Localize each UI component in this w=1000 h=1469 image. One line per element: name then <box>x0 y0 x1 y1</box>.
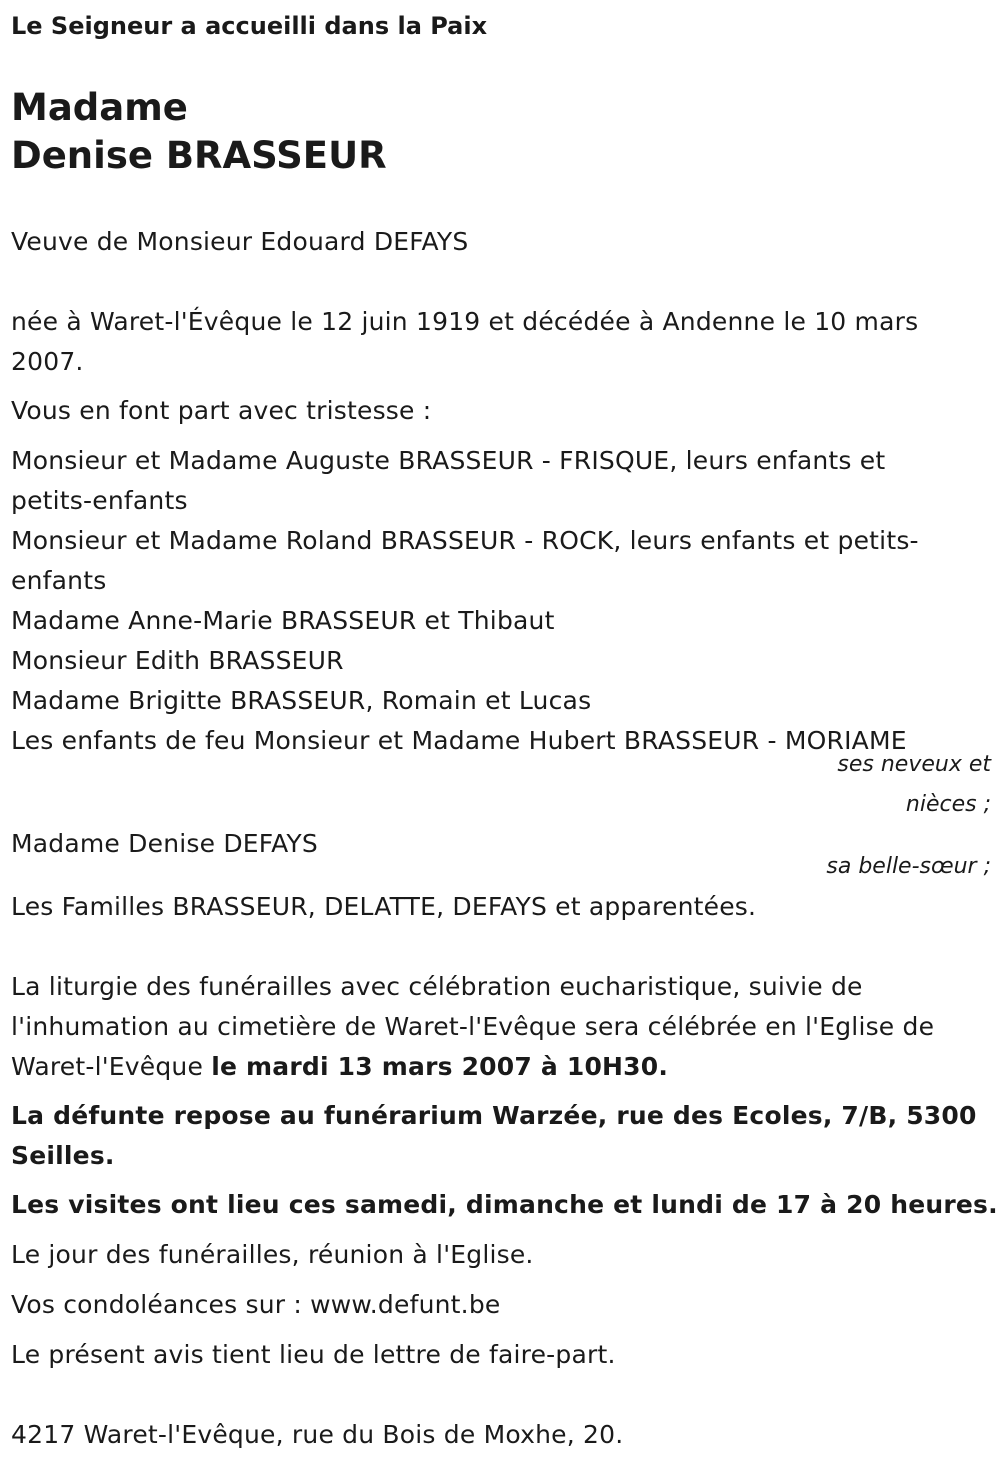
repose-line-1: La défunte repose au funérarium Warzée, rue des Ecoles, 7/B, 5300 <box>11 1101 977 1130</box>
widow-of-text: Veuve de Monsieur Edouard DEFAYS <box>11 227 469 256</box>
liturgy-line-3 <box>11 1047 986 1087</box>
visits-text: Les visites ont lieu ces samedi, dimanche et lundi de 17 à 20 heures. <box>11 1190 998 1219</box>
liturgy-place: Waret-l'Evêque <box>11 1052 212 1081</box>
repose-line-2: Seilles. <box>11 1141 115 1170</box>
family-line: Madame Anne-Marie BRASSEUR et Thibaut <box>11 606 555 635</box>
note-nephews-line-2: nièces ; <box>905 792 991 817</box>
title-line-2: Denise BRASSEUR <box>11 134 387 177</box>
deceased-name <box>11 84 387 180</box>
family-line: petits-enfants <box>11 486 188 515</box>
condolences-text: Vos condoléances sur : www.defunt.be <box>11 1290 501 1319</box>
birth-death-line-2: 2007. <box>11 347 84 376</box>
title-line-1: Madame <box>11 86 188 129</box>
note-nephews-line-1: ses neveux et <box>837 752 991 777</box>
note-sister-in-law: sa belle-sœur ; <box>826 854 991 879</box>
family-line: Monsieur et Madame Auguste BRASSEUR - FRISQUE, leurs enfants et <box>11 446 886 475</box>
funeral-day-text: Le jour des funérailles, réunion à l'Eglise. <box>11 1240 534 1269</box>
intro-heading: Le Seigneur a accueilli dans la Paix <box>11 12 488 40</box>
sister-in-law-name: Madame Denise DEFAYS <box>11 829 318 858</box>
announce-text: Vous en font part avec tristesse : <box>11 396 432 425</box>
family-line: Monsieur Edith BRASSEUR <box>11 646 344 675</box>
families-text: Les Familles BRASSEUR, DELATTE, DEFAYS et apparentées. <box>11 892 757 921</box>
liturgy-line-2: l'inhumation au cimetière de Waret-l'Evêque sera célébrée en l'Eglise de <box>11 1012 935 1041</box>
family-line: Madame Brigitte BRASSEUR, Romain et Lucas <box>11 686 592 715</box>
liturgy-date: le mardi 13 mars 2007 à 10H30. <box>211 1052 669 1081</box>
address-text: 4217 Waret-l'Evêque, rue du Bois de Moxhe, 20. <box>11 1420 624 1449</box>
family-line: enfants <box>11 566 107 595</box>
family-line: Monsieur et Madame Roland BRASSEUR - ROCK, leurs enfants et petits- <box>11 526 919 555</box>
birth-death-line-1: née à Waret-l'Évêque le 12 juin 1919 et décédée à Andenne le 10 mars <box>11 307 919 336</box>
notice-text: Le présent avis tient lieu de lettre de faire-part. <box>11 1340 616 1369</box>
family-line: Les enfants de feu Monsieur et Madame Hubert BRASSEUR - MORIAME <box>11 726 907 755</box>
liturgy-line-1: La liturgie des funérailles avec célébration eucharistique, suivie de <box>11 972 863 1001</box>
